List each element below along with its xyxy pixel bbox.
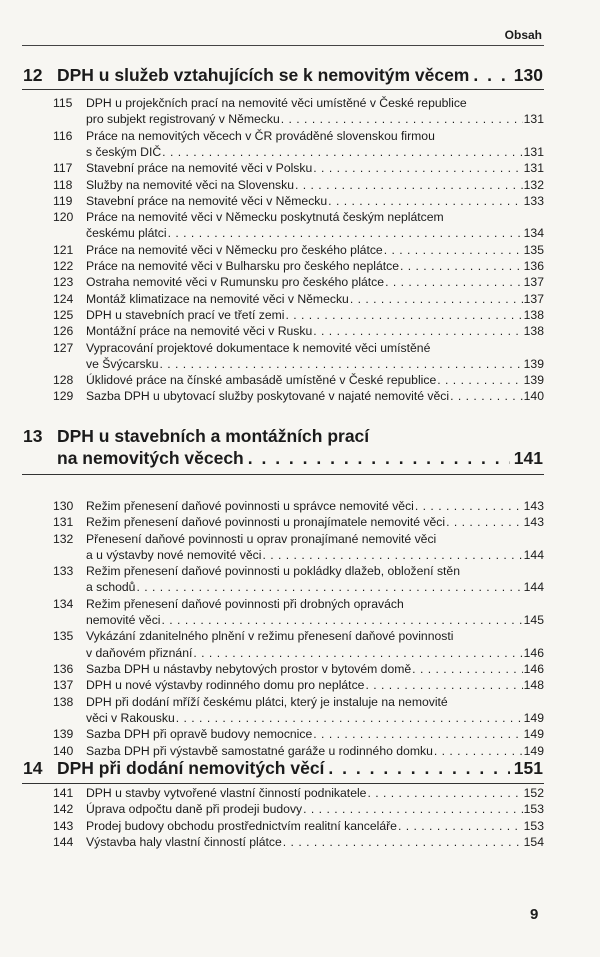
dot-leader [367,785,522,801]
entry-page: 153 [523,802,544,817]
dot-leader [398,818,523,834]
dot-leader [262,547,522,563]
entry-page: 136 [523,259,544,273]
entry-number: 137 [53,678,74,693]
entry-page: 134 [523,226,544,241]
dot-leader [450,388,523,404]
entry-page: 152 [523,786,544,800]
entry-number: 138 [53,694,74,709]
dot-leader [412,661,522,677]
dot-leader [193,645,522,661]
dot-leader [473,64,509,86]
toc-entry[interactable] [53,514,544,530]
entry-number: 120 [53,210,74,225]
entry-text: Stavební práce na nemovité věci v Německu [86,193,328,208]
toc-entry[interactable] [53,193,544,209]
entry-text: Vypracování projektové dokumentace k nemovité věci umístěné [86,340,431,355]
chapter-title[interactable] [23,425,543,469]
dot-leader [328,757,509,779]
entry-page: 144 [523,580,544,595]
entry-page: 138 [523,324,544,339]
entry-text: Režim přenesení daňové povinnosti u pokládky dlažeb, obložení stěn [86,564,460,579]
chapter-number: 13 [23,426,43,446]
entry-page: 135 [523,242,544,257]
entry-text: Výstavba haly vlastní činností plátce [86,834,282,849]
chapter-rule [22,783,544,784]
running-header: Obsah [504,28,542,42]
entry-page: 144 [523,547,544,562]
toc-entry[interactable] [53,694,544,727]
chapter-title-text: na nemovitých věcech [57,448,244,468]
entry-text: Práce na nemovité věci v Německu pro českého plátce [86,242,383,257]
entry-text: ve Švýcarsku [86,356,159,371]
entry-text: věci v Rakousku [86,710,175,725]
entry-text: českému plátci [86,226,167,241]
entry-number: 125 [53,307,74,322]
entry-number: 127 [53,340,74,355]
chapter-title-text: DPH při dodání nemovitých věcí [57,758,325,778]
entry-page: 138 [523,307,544,322]
toc-entry[interactable] [53,372,544,388]
entry-number: 141 [53,786,74,800]
toc-entry[interactable] [53,242,544,258]
chapter-title-text: DPH u služeb vztahujících se k nemovitým věcem [57,65,470,85]
entry-text: Sazba DPH při opravě budovy nemocnice [86,727,313,742]
entry-page: 131 [523,161,544,176]
entry-page: 145 [523,613,544,628]
toc-entry[interactable] [53,834,544,850]
dot-leader [313,726,522,742]
entry-page: 143 [523,515,544,530]
entry-page: 153 [523,818,544,833]
toc-entry[interactable] [53,307,544,323]
toc-entry[interactable] [53,258,544,274]
toc-entry[interactable] [53,274,544,290]
dot-leader [303,801,523,817]
entry-text: Sazba DPH při výstavbě samostatné garáže u rodinného domku [86,743,433,758]
entry-text: Sazba DPH u ubytovací služby poskytované v najaté nemovité věci [86,389,450,404]
entry-number: 117 [53,161,73,176]
toc-entry[interactable] [53,596,544,629]
entry-number: 128 [53,373,74,388]
entry-text: Režim přenesení daňové povinnosti u správce nemovité věci [86,499,414,513]
entry-text: Stavební práce na nemovité věci v Polsku [86,161,313,176]
entry-text: Úklidové práce na čínské ambasádě umístěné v České republice [86,373,437,388]
toc-entry[interactable] [53,160,544,176]
dot-leader [248,447,510,469]
entry-number: 140 [53,743,74,758]
entry-text: DPH u stavby vytvořené vlastní činností podnikatele [86,786,367,800]
toc-entry[interactable] [53,177,544,193]
entry-text: Montážní práce na nemovité věci v Rusku [86,324,313,339]
toc-entry[interactable] [53,498,544,514]
entry-page: 148 [523,678,544,693]
entry-number: 139 [53,727,74,742]
chapter-page: 151 [513,758,543,778]
dot-leader [136,579,522,595]
toc-entry[interactable] [53,340,544,373]
entry-number: 123 [53,275,74,290]
entry-page: 140 [523,389,544,404]
dot-leader [283,834,523,850]
entry-text: DPH při dodání mříží českému plátci, který je instaluje na nemovité [86,694,448,709]
entry-text: Vykázání zdanitelného plnění v režimu přenesení daňové povinnosti [86,629,454,644]
entry-number: 119 [53,193,73,208]
entry-text: Práce na nemovité věci v Bulharsku pro českého neplátce [86,259,399,273]
entry-number: 134 [53,596,74,611]
entry-number: 142 [53,802,74,817]
entry-text: Režim přenesení daňové povinnosti u pronajímatele nemovité věci [86,515,446,530]
entry-text: Služby na nemovité věci na Slovensku [86,177,294,192]
entry-number: 133 [53,564,74,579]
entry-text: DPH u projekčních prací na nemovité věci umístěné v České republice [86,96,467,110]
toc-entry[interactable] [53,661,544,677]
dot-leader [437,372,522,388]
toc-entry[interactable] [53,291,544,307]
chapter-page: 130 [513,65,543,85]
entry-number: 122 [53,259,74,273]
entry-page: 131 [523,112,544,127]
dot-leader [350,291,523,307]
entry-text: a schodů [86,580,136,595]
entry-number: 143 [53,818,74,833]
chapter-title[interactable] [23,757,543,779]
entry-text: Práce na nemovitých věcech v ČR prováděné slovenskou firmou [86,128,435,143]
entry-text: s českým DIČ [86,144,162,159]
entry-number: 135 [53,629,74,644]
dot-leader [328,193,522,209]
entry-number: 136 [53,662,74,676]
entry-page: 137 [523,275,544,290]
entry-page: 143 [523,499,544,513]
dot-leader [168,225,523,241]
entry-number: 118 [53,177,73,192]
dot-leader [162,612,523,628]
entry-text: DPH u stavebních prací ve třetí zemi [86,307,285,322]
entry-page: 133 [523,193,544,208]
toc-entry[interactable] [53,95,544,128]
entry-page: 149 [523,710,544,725]
entry-text: v daňovém přiznání [86,645,193,660]
toc-entry[interactable] [53,628,544,661]
entry-page: 139 [523,356,544,371]
dot-leader [384,242,523,258]
entry-number: 126 [53,324,74,339]
entry-page: 154 [523,834,544,849]
entry-text: pro subjekt registrovaný v Německu [86,112,280,127]
dot-leader [400,258,523,274]
entry-page: 139 [523,373,544,388]
entry-text: DPH u nové výstavby rodinného domu pro neplátce [86,678,365,693]
dot-leader [281,111,523,127]
entry-text: Sazba DPH u nástavby nebytových prostor v bytovém domě [86,662,412,676]
entry-number: 144 [53,834,74,849]
dot-leader [313,160,522,176]
toc-entry[interactable] [53,801,544,817]
entry-number: 124 [53,291,74,306]
dot-leader [313,323,522,339]
dot-leader [162,144,522,160]
entry-number: 130 [53,499,74,513]
entry-page: 132 [523,177,544,192]
entry-text: a u výstavby nové nemovité věci [86,547,262,562]
toc-entry[interactable] [53,323,544,339]
entry-page: 149 [523,743,544,758]
entry-text: Režim přenesení daňové povinnosti při drobných opravách [86,596,404,611]
toc-entry[interactable] [53,128,544,161]
toc-entry[interactable] [53,209,544,242]
chapter-rule [22,89,544,90]
entry-text: Přenesení daňové povinnosti u oprav pronajímané nemovité věci [86,531,437,546]
dot-leader [159,356,522,372]
dot-leader [285,307,522,323]
dot-leader [446,514,523,530]
chapter-rule [22,474,544,475]
entry-page: 146 [523,645,544,660]
entry-number: 115 [53,96,73,110]
entry-text: Ostraha nemovité věci v Rumunsku pro českého plátce [86,275,385,290]
dot-leader [385,274,523,290]
dot-leader [176,710,523,726]
toc-entry[interactable] [53,677,544,693]
toc-entry[interactable] [53,563,544,596]
entry-text: Montáž klimatizace na nemovité věci v Německu [86,291,349,306]
page-number: 9 [530,906,539,923]
entry-number: 116 [53,128,73,143]
entry-page: 137 [523,291,544,306]
toc-entry[interactable] [53,785,544,801]
entry-page: 131 [523,144,544,159]
entry-number: 121 [53,242,74,257]
entry-text: Prodej budovy obchodu prostřednictvím realitní kanceláře [86,818,397,833]
dot-leader [365,677,522,693]
entry-page: 146 [523,662,544,676]
chapter-title[interactable] [23,64,543,86]
toc-entry[interactable] [53,531,544,564]
chapter-title-text: DPH u stavebních a montážních prací [57,426,370,446]
chapter-page: 141 [513,448,543,468]
entry-number: 131 [53,515,74,530]
dot-leader [415,498,523,514]
dot-leader [295,177,523,193]
toc-entry[interactable] [53,388,544,404]
entry-number: 132 [53,531,74,546]
chapter-number: 12 [23,65,43,85]
chapter-number: 14 [23,758,43,778]
entry-text: nemovité věci [86,613,161,628]
toc-entry[interactable] [53,726,544,742]
entry-page: 149 [523,727,544,742]
entry-text: Úprava odpočtu daně při prodeji budovy [86,802,303,817]
entry-text: Práce na nemovité věci v Německu poskytnutá českým neplátcem [86,210,444,225]
header-rule [22,45,544,46]
entry-number: 129 [53,389,74,404]
toc-entry[interactable] [53,818,544,834]
